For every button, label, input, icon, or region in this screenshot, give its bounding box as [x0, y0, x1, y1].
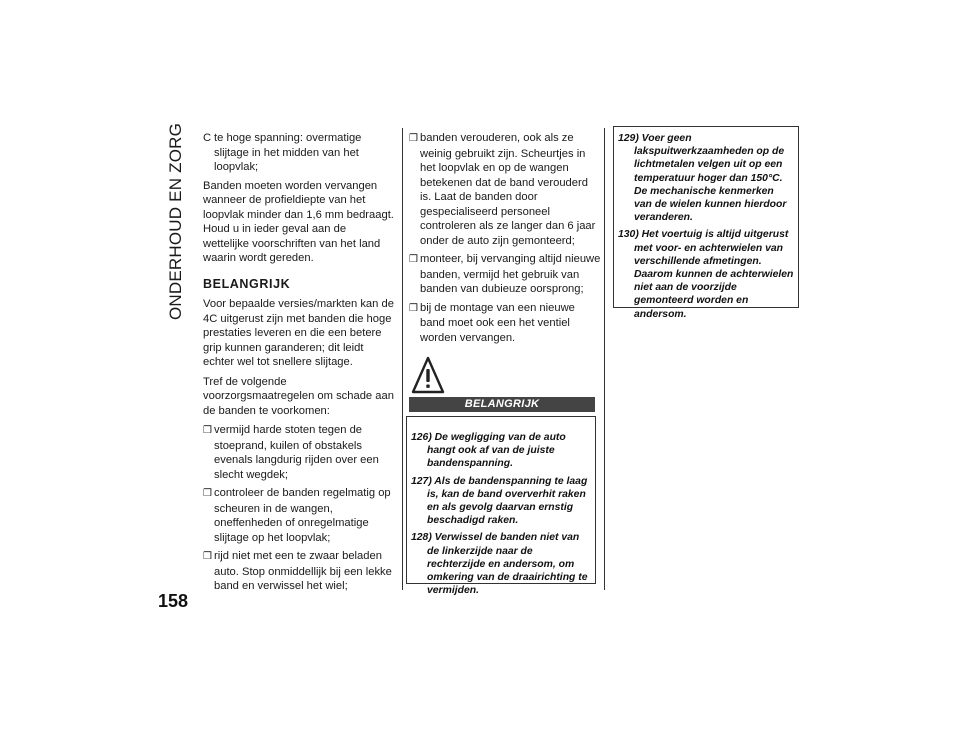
- checkbox-bullet-icon: ❒: [203, 488, 212, 499]
- text-column-1: [203, 131, 395, 598]
- list-item: [409, 252, 601, 297]
- footnote: 129) Voer geen lakspuitwerkzaamheden op de lichtmetalen velgen uit op een temperatuur hoger dan 150°C. De mechanische kenmerken van de wielen kunnen hierdoor veranderen.: [618, 133, 787, 224]
- list-item-text: controleer de banden regelmatig op scheuren in de wangen, oneffenheden of onregelmatige slijtage op het loopvlak;: [214, 487, 391, 544]
- checkbox-bullet-icon: ❒: [409, 302, 418, 314]
- paragraph-precautions: Tref de volgende voorzorgsmaatregelen om schade aan de banden te voorkomen:: [203, 375, 394, 417]
- column-divider: [402, 128, 403, 590]
- list-item: [409, 131, 601, 248]
- paragraph-high-performance-tyres: Voor bepaalde versies/markten kan de 4C uitgerust zijn met banden die hoge prestaties leveren en die een betere grip kunnen garanderen; dit leidt echter wel tot snellere slijtage.: [203, 298, 394, 368]
- warning-title-bar: BELANGRIJK: [409, 397, 595, 412]
- paragraph-tread-depth: Banden moeten worden vervangen wanneer de profieldiepte van het loopvlak minder dan 1,6 mm bedraagt. Houd u in ieder geval aan de wettelijke voorschriften van het land waarin wordt gereden.: [203, 179, 394, 264]
- list-item-c: [203, 131, 395, 175]
- text-column-2: [409, 131, 601, 349]
- warning-triangle-icon: [411, 355, 445, 395]
- checkbox-bullet-icon: ❒: [409, 133, 418, 144]
- list-item-text: banden verouderen, ook als ze weinig gebruikt zijn. Scheurtjes in het loopvlak en op de wangen betekenen dat de band verouderd is. Laat de banden door gespecialiseerd personeel controleren als ze langer dan 6 jaar onder de auto zijn gemonteerd;: [420, 132, 596, 247]
- section-heading: BELANGRIJK: [203, 276, 291, 291]
- list-item: [203, 423, 395, 482]
- list-item-text: rijd niet met een te zwaar beladen auto. Stop onmiddellijk bij een lekke band en verwissel het wiel;: [214, 550, 392, 592]
- list-marker-c: C: [203, 132, 212, 144]
- list-item-text: te hoge spanning: overmatige slijtage in het midden van het loopvlak;: [214, 132, 362, 173]
- column-divider: [604, 128, 605, 590]
- warning-note: 126) De wegligging van de auto hangt ook af van de juiste bandenspanning.: [411, 432, 566, 470]
- list-item: [203, 486, 395, 545]
- warning-note: 128) Verwissel de banden niet van de linkerzijde naar de rechterzijde en andersom, om omkering van de draairichting te vermijden.: [411, 532, 588, 597]
- footnote: 130) Het voertuig is altijd uitgerust met voor- en achterwielen van verschillende afmetingen. Daarom kunnen de achterwielen niet aan de voorzijde gemonteerd worden en andersom.: [618, 229, 794, 320]
- list-item: [203, 549, 395, 594]
- list-item-text: vermijd harde stoten tegen de stoeprand, kuilen of obstakels evenals langdurig rijden over een slecht wegdek;: [214, 424, 379, 481]
- page-number: 158: [158, 591, 189, 611]
- list-item-text: monteer, bij vervanging altijd nieuwe banden, vermijd het gebruik van banden van dubieuze oorsprong;: [420, 253, 601, 295]
- list-item: [409, 301, 601, 346]
- notes-box: [613, 126, 799, 320]
- list-item-text: bij de montage van een nieuwe band moet ook een het ventiel worden vervangen.: [420, 301, 575, 344]
- checkbox-bullet-icon: ❒: [203, 551, 212, 562]
- warning-box: [406, 416, 596, 597]
- checkbox-bullet-icon: ❒: [203, 425, 212, 436]
- warning-note: 127) Als de bandenspanning te laag is, kan de band oververhit raken en als gevolg daarvan ernstig beschadigd raken.: [411, 475, 588, 527]
- section-title: ONDERHOUD EN ZORG: [166, 122, 185, 320]
- checkbox-bullet-icon: ❒: [409, 254, 418, 265]
